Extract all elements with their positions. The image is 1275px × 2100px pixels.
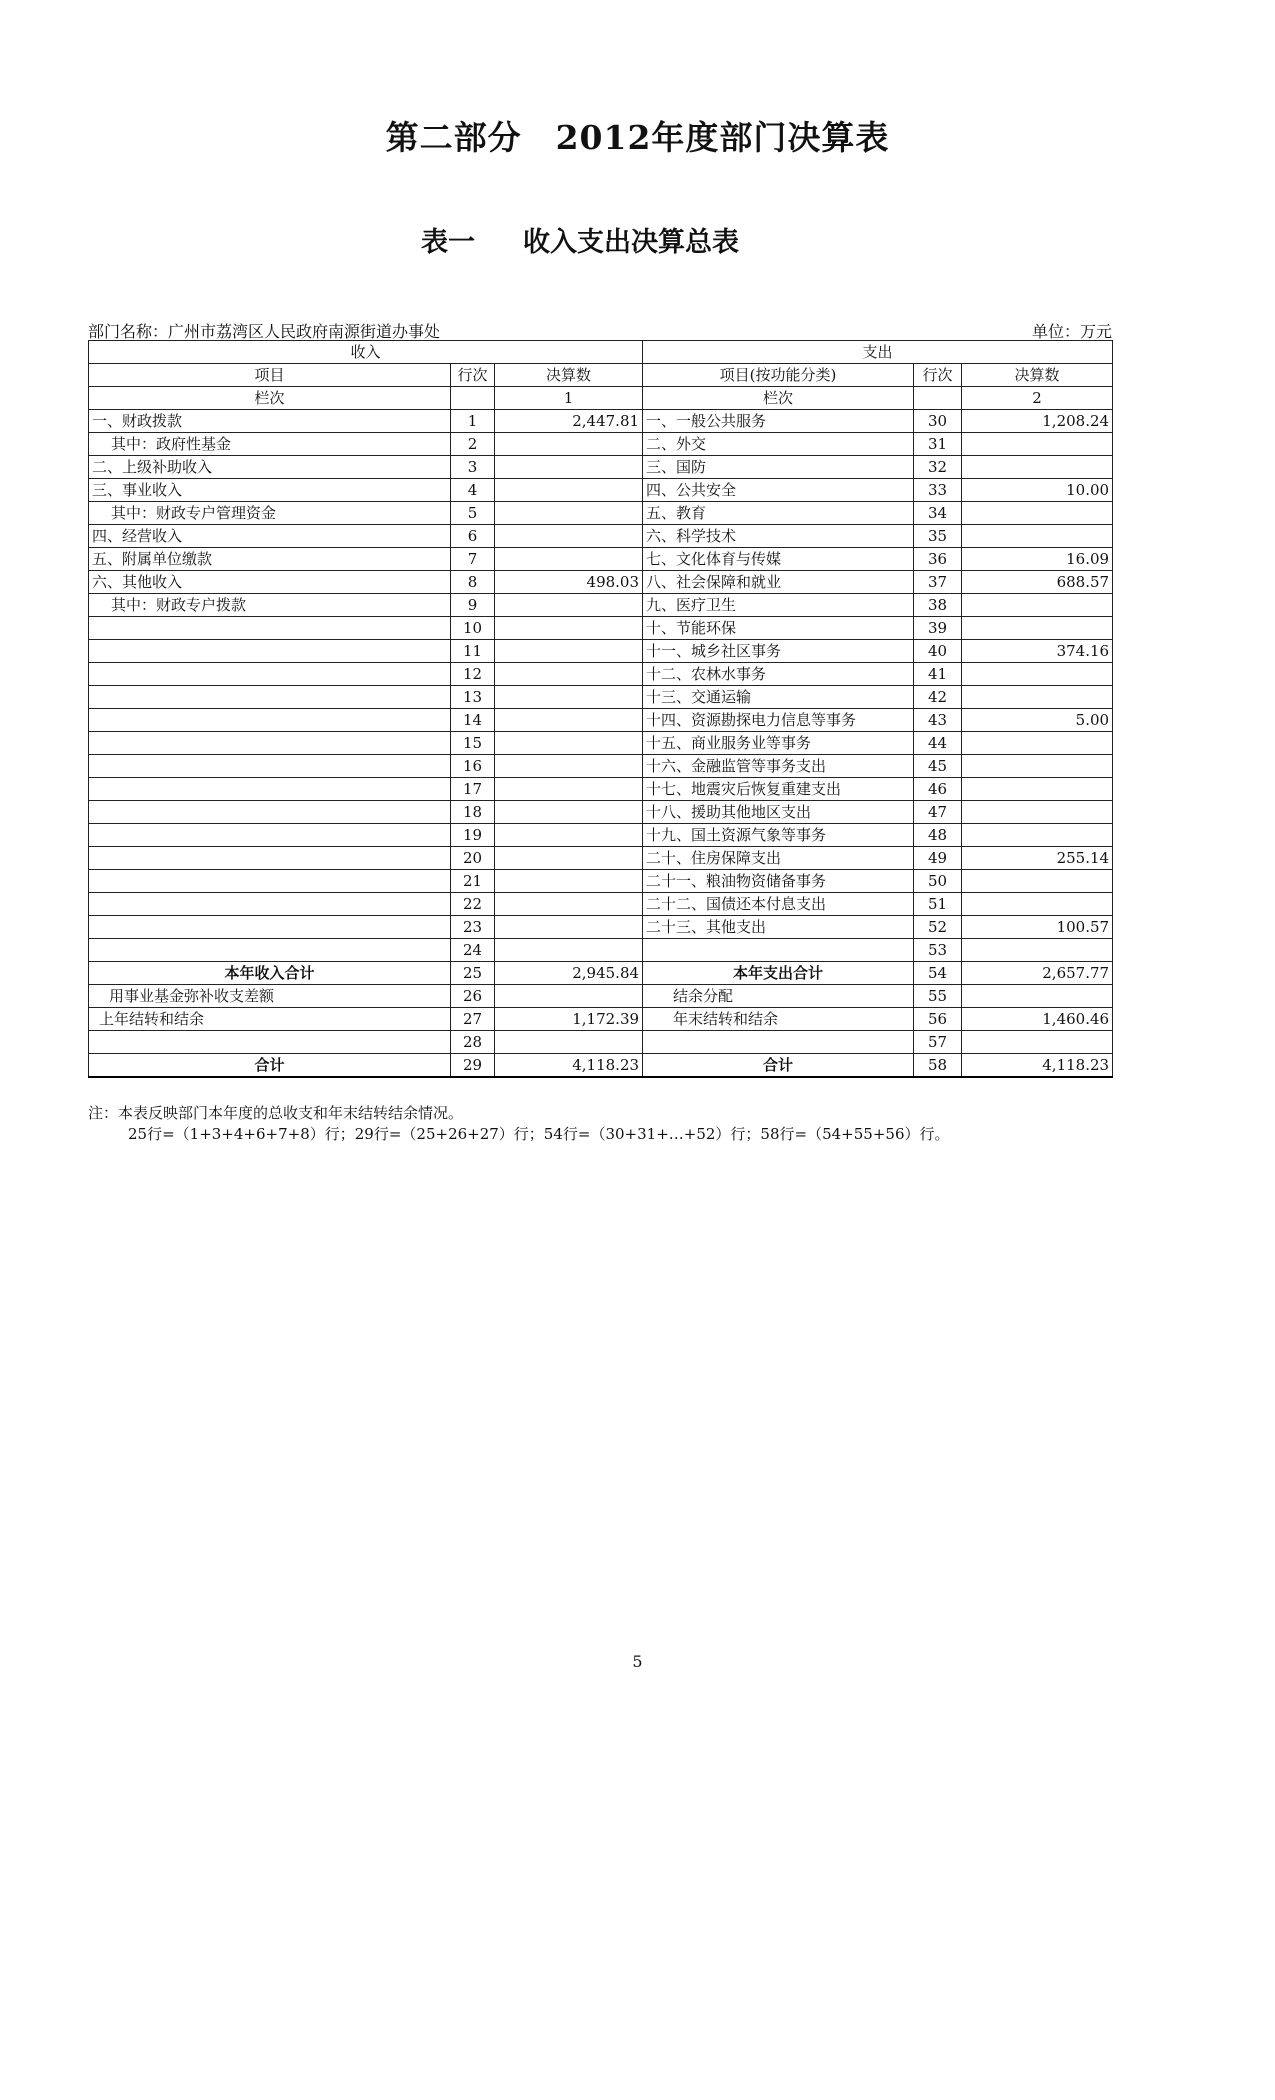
expense-item-cell: 八、社会保障和就业 bbox=[643, 571, 914, 594]
table-row bbox=[89, 617, 1113, 640]
expense-line-cell: 42 bbox=[914, 686, 962, 709]
income-item-cell: 用事业基金弥补收支差额 bbox=[89, 985, 451, 1008]
table-row bbox=[89, 824, 1113, 847]
income-amount-cell bbox=[495, 548, 643, 571]
expense-item-cell: 十九、国土资源气象等事务 bbox=[643, 824, 914, 847]
income-item-cell bbox=[89, 916, 451, 939]
income-line-cell: 26 bbox=[451, 985, 495, 1008]
income-line-cell: 22 bbox=[451, 893, 495, 916]
expense-item-cell: 十三、交通运输 bbox=[643, 686, 914, 709]
table-row bbox=[89, 640, 1113, 663]
expense-item-cell: 十八、援助其他地区支出 bbox=[643, 801, 914, 824]
expense-item-cell: 九、医疗卫生 bbox=[643, 594, 914, 617]
income-amount-cell bbox=[495, 824, 643, 847]
expense-amount-header: 决算数 bbox=[962, 364, 1113, 387]
department-label: 部门名称：广州市荔湾区人民政府南源街道办事处 bbox=[88, 322, 441, 341]
expense-amount-cell bbox=[962, 502, 1113, 525]
income-item-cell bbox=[89, 847, 451, 870]
income-line-cell: 10 bbox=[451, 617, 495, 640]
table-row bbox=[89, 1031, 1113, 1054]
income-amount-cell bbox=[495, 1031, 643, 1054]
income-amount-cell bbox=[495, 732, 643, 755]
expense-line-cell: 52 bbox=[914, 916, 962, 939]
expense-amount-cell bbox=[962, 732, 1113, 755]
expense-amount-cell: 16.09 bbox=[962, 548, 1113, 571]
income-item-cell bbox=[89, 663, 451, 686]
table-row bbox=[89, 663, 1113, 686]
expense-item-header: 项目(按功能分类) bbox=[643, 364, 914, 387]
income-line-cell: 27 bbox=[451, 1008, 495, 1031]
income-item-cell: 合计 bbox=[89, 1054, 451, 1078]
income-line-cell: 28 bbox=[451, 1031, 495, 1054]
expense-amount-cell bbox=[962, 824, 1113, 847]
expense-amount-cell bbox=[962, 778, 1113, 801]
income-item-cell bbox=[89, 801, 451, 824]
expense-item-cell: 十六、金融监管等事务支出 bbox=[643, 755, 914, 778]
table-row bbox=[89, 502, 1113, 525]
income-amount-cell: 4,118.23 bbox=[495, 1054, 643, 1078]
income-item-cell: 五、附属单位缴款 bbox=[89, 548, 451, 571]
income-amount-cell bbox=[495, 916, 643, 939]
table-meta bbox=[88, 319, 1112, 342]
income-amount-cell: 1,172.39 bbox=[495, 1008, 643, 1031]
income-line-cell: 9 bbox=[451, 594, 495, 617]
expense-item-cell: 二十、住房保障支出 bbox=[643, 847, 914, 870]
expense-line-cell: 57 bbox=[914, 1031, 962, 1054]
table-row bbox=[89, 456, 1113, 479]
expense-line-cell: 46 bbox=[914, 778, 962, 801]
expense-amount-cell bbox=[962, 456, 1113, 479]
income-item-cell: 其中：财政专户拨款 bbox=[89, 594, 451, 617]
income-line-cell: 7 bbox=[451, 548, 495, 571]
income-amount-cell bbox=[495, 433, 643, 456]
income-column-number: 1 bbox=[495, 387, 643, 410]
income-amount-cell bbox=[495, 755, 643, 778]
income-line-cell: 14 bbox=[451, 709, 495, 732]
expense-column-label: 栏次 bbox=[643, 387, 914, 410]
expense-amount-cell bbox=[962, 433, 1113, 456]
page-number: 5 bbox=[632, 1652, 643, 1671]
expense-line-cell: 45 bbox=[914, 755, 962, 778]
income-amount-cell bbox=[495, 640, 643, 663]
expense-amount-cell bbox=[962, 801, 1113, 824]
expense-amount-cell bbox=[962, 594, 1113, 617]
income-item-cell bbox=[89, 870, 451, 893]
expense-line-cell: 32 bbox=[914, 456, 962, 479]
expense-amount-cell bbox=[962, 939, 1113, 962]
income-line-cell: 8 bbox=[451, 571, 495, 594]
expense-item-cell: 十七、地震灾后恢复重建支出 bbox=[643, 778, 914, 801]
expense-item-cell: 三、国防 bbox=[643, 456, 914, 479]
income-line-cell: 11 bbox=[451, 640, 495, 663]
income-amount-cell: 498.03 bbox=[495, 571, 643, 594]
table-name: 收入支出决算总表 bbox=[523, 227, 739, 258]
note-line-1: 注：本表反映部门本年度的总收支和年末结转结余情况。 bbox=[88, 1104, 464, 1122]
expense-amount-cell: 4,118.23 bbox=[962, 1054, 1113, 1078]
expense-line-cell: 41 bbox=[914, 663, 962, 686]
expense-item-cell: 七、文化体育与传媒 bbox=[643, 548, 914, 571]
income-line-cell: 16 bbox=[451, 755, 495, 778]
income-line-cell: 6 bbox=[451, 525, 495, 548]
income-line-cell: 23 bbox=[451, 916, 495, 939]
expense-item-cell: 二十一、粮油物资储备事务 bbox=[643, 870, 914, 893]
income-item-cell bbox=[89, 732, 451, 755]
note-line-2: 25行=（1+3+4+6+7+8）行；29行=（25+26+27）行；54行=（30+31+…+52）行；58行=（54+55+56）行。 bbox=[128, 1125, 950, 1143]
income-item-cell: 本年收入合计 bbox=[89, 962, 451, 985]
table-row bbox=[89, 755, 1113, 778]
income-item-cell bbox=[89, 778, 451, 801]
income-line-cell: 18 bbox=[451, 801, 495, 824]
income-header: 收入 bbox=[89, 341, 643, 364]
income-line-cell: 20 bbox=[451, 847, 495, 870]
expense-item-cell: 二十三、其他支出 bbox=[643, 916, 914, 939]
expense-item-cell: 结余分配 bbox=[643, 985, 914, 1008]
income-line-cell: 1 bbox=[451, 410, 495, 433]
expense-item-cell: 六、科学技术 bbox=[643, 525, 914, 548]
expense-line-cell: 30 bbox=[914, 410, 962, 433]
table-row bbox=[89, 962, 1113, 985]
income-amount-cell bbox=[495, 893, 643, 916]
income-line-cell: 19 bbox=[451, 824, 495, 847]
unit-label: 单位：万元 bbox=[1031, 322, 1112, 341]
expense-line-cell: 31 bbox=[914, 433, 962, 456]
expense-item-cell: 合计 bbox=[643, 1054, 914, 1078]
expense-line-cell: 40 bbox=[914, 640, 962, 663]
expense-item-cell bbox=[643, 1031, 914, 1054]
income-line-cell: 2 bbox=[451, 433, 495, 456]
expense-amount-cell bbox=[962, 1031, 1113, 1054]
income-amount-cell bbox=[495, 778, 643, 801]
table-row bbox=[89, 916, 1113, 939]
expense-amount-cell: 1,460.46 bbox=[962, 1008, 1113, 1031]
income-line-cell: 25 bbox=[451, 962, 495, 985]
expense-item-cell: 本年支出合计 bbox=[643, 962, 914, 985]
table-row bbox=[89, 732, 1113, 755]
expense-header: 支出 bbox=[643, 341, 1113, 364]
income-item-cell: 上年结转和结余 bbox=[89, 1008, 451, 1031]
expense-item-cell: 十五、商业服务业等事务 bbox=[643, 732, 914, 755]
expense-line-cell: 56 bbox=[914, 1008, 962, 1031]
expense-item-cell: 十一、城乡社区事务 bbox=[643, 640, 914, 663]
income-item-cell bbox=[89, 893, 451, 916]
income-column-label: 栏次 bbox=[89, 387, 451, 410]
table-row bbox=[89, 985, 1113, 1008]
table-row bbox=[89, 525, 1113, 548]
expense-item-cell: 四、公共安全 bbox=[643, 479, 914, 502]
expense-item-cell: 十四、资源勘探电力信息等事务 bbox=[643, 709, 914, 732]
table-notes bbox=[88, 1103, 1118, 1145]
income-amount-cell bbox=[495, 985, 643, 1008]
table-row bbox=[89, 571, 1113, 594]
income-item-cell bbox=[89, 617, 451, 640]
income-amount-cell bbox=[495, 709, 643, 732]
page-title: 第二部分 2012年度部门决算表 bbox=[385, 118, 890, 157]
expense-item-cell: 五、教育 bbox=[643, 502, 914, 525]
expense-item-cell bbox=[643, 939, 914, 962]
income-amount-cell: 2,945.84 bbox=[495, 962, 643, 985]
expense-line-cell: 39 bbox=[914, 617, 962, 640]
expense-amount-cell bbox=[962, 617, 1113, 640]
income-amount-cell bbox=[495, 939, 643, 962]
table-row bbox=[89, 939, 1113, 962]
expense-line-cell: 58 bbox=[914, 1054, 962, 1078]
expense-amount-cell: 2,657.77 bbox=[962, 962, 1113, 985]
expense-amount-cell bbox=[962, 755, 1113, 778]
expense-line-cell: 47 bbox=[914, 801, 962, 824]
income-item-cell bbox=[89, 640, 451, 663]
income-line-cell: 17 bbox=[451, 778, 495, 801]
income-amount-cell bbox=[495, 594, 643, 617]
expense-amount-cell: 374.16 bbox=[962, 640, 1113, 663]
budget-table-wrapper bbox=[88, 340, 1112, 1078]
income-line-cell: 12 bbox=[451, 663, 495, 686]
income-amount-cell bbox=[495, 502, 643, 525]
income-line-cell: 13 bbox=[451, 686, 495, 709]
expense-column-number: 2 bbox=[962, 387, 1113, 410]
expense-item-cell: 年末结转和结余 bbox=[643, 1008, 914, 1031]
income-amount-cell bbox=[495, 801, 643, 824]
expense-amount-cell: 1,208.24 bbox=[962, 410, 1113, 433]
income-line-cell: 29 bbox=[451, 1054, 495, 1078]
expense-item-cell: 十二、农林水事务 bbox=[643, 663, 914, 686]
income-item-cell: 四、经营收入 bbox=[89, 525, 451, 548]
income-amount-cell bbox=[495, 663, 643, 686]
income-item-cell bbox=[89, 686, 451, 709]
income-item-cell: 其中：财政专户管理资金 bbox=[89, 502, 451, 525]
table-row bbox=[89, 709, 1113, 732]
expense-line-cell: 53 bbox=[914, 939, 962, 962]
table-row bbox=[89, 778, 1113, 801]
expense-amount-cell: 10.00 bbox=[962, 479, 1113, 502]
table-row bbox=[89, 410, 1113, 433]
income-amount-cell bbox=[495, 870, 643, 893]
income-amount-cell bbox=[495, 847, 643, 870]
expense-line-cell: 34 bbox=[914, 502, 962, 525]
table-row bbox=[89, 801, 1113, 824]
expense-line-cell: 51 bbox=[914, 893, 962, 916]
expense-line-cell: 55 bbox=[914, 985, 962, 1008]
expense-amount-cell bbox=[962, 870, 1113, 893]
table-row bbox=[89, 433, 1113, 456]
income-amount-cell: 2,447.81 bbox=[495, 410, 643, 433]
income-item-cell bbox=[89, 939, 451, 962]
income-amount-cell bbox=[495, 686, 643, 709]
table-title bbox=[0, 220, 1160, 259]
expense-amount-cell: 255.14 bbox=[962, 847, 1113, 870]
table-row bbox=[89, 479, 1113, 502]
expense-line-cell: 35 bbox=[914, 525, 962, 548]
income-amount-cell bbox=[495, 525, 643, 548]
income-item-cell bbox=[89, 755, 451, 778]
expense-item-cell: 二、外交 bbox=[643, 433, 914, 456]
table-row bbox=[89, 1054, 1113, 1078]
income-item-cell: 六、其他收入 bbox=[89, 571, 451, 594]
table-row bbox=[89, 893, 1113, 916]
income-line-cell: 21 bbox=[451, 870, 495, 893]
expense-amount-cell: 100.57 bbox=[962, 916, 1113, 939]
expense-item-cell: 二十二、国债还本付息支出 bbox=[643, 893, 914, 916]
table-row bbox=[89, 847, 1113, 870]
expense-amount-cell bbox=[962, 525, 1113, 548]
expense-line-cell: 43 bbox=[914, 709, 962, 732]
expense-amount-cell bbox=[962, 893, 1113, 916]
income-item-cell: 一、财政拨款 bbox=[89, 410, 451, 433]
expense-amount-cell bbox=[962, 686, 1113, 709]
budget-table bbox=[88, 340, 1113, 1078]
expense-line-cell: 54 bbox=[914, 962, 962, 985]
income-line-cell: 4 bbox=[451, 479, 495, 502]
income-item-cell: 其中：政府性基金 bbox=[89, 433, 451, 456]
income-line-cell: 15 bbox=[451, 732, 495, 755]
income-column-blank bbox=[451, 387, 495, 410]
income-line-cell: 3 bbox=[451, 456, 495, 479]
income-item-cell: 三、事业收入 bbox=[89, 479, 451, 502]
expense-line-cell: 36 bbox=[914, 548, 962, 571]
expense-amount-cell bbox=[962, 985, 1113, 1008]
expense-item-cell: 一、一般公共服务 bbox=[643, 410, 914, 433]
income-item-cell bbox=[89, 824, 451, 847]
income-amount-cell bbox=[495, 479, 643, 502]
expense-line-cell: 38 bbox=[914, 594, 962, 617]
table-body bbox=[89, 410, 1113, 1078]
income-line-header: 行次 bbox=[451, 364, 495, 387]
table-row bbox=[89, 1008, 1113, 1031]
expense-item-cell: 十、节能环保 bbox=[643, 617, 914, 640]
expense-line-cell: 49 bbox=[914, 847, 962, 870]
expense-line-cell: 44 bbox=[914, 732, 962, 755]
expense-line-cell: 37 bbox=[914, 571, 962, 594]
expense-amount-cell bbox=[962, 663, 1113, 686]
income-item-header: 项目 bbox=[89, 364, 451, 387]
table-row bbox=[89, 870, 1113, 893]
table-row bbox=[89, 548, 1113, 571]
expense-line-cell: 48 bbox=[914, 824, 962, 847]
income-item-cell bbox=[89, 1031, 451, 1054]
income-item-cell bbox=[89, 709, 451, 732]
income-amount-cell bbox=[495, 456, 643, 479]
income-amount-cell bbox=[495, 617, 643, 640]
income-item-cell: 二、上级补助收入 bbox=[89, 456, 451, 479]
table-number: 表一 bbox=[421, 227, 475, 258]
expense-line-header: 行次 bbox=[914, 364, 962, 387]
table-row bbox=[89, 594, 1113, 617]
expense-amount-cell: 5.00 bbox=[962, 709, 1113, 732]
table-row bbox=[89, 686, 1113, 709]
expense-line-cell: 33 bbox=[914, 479, 962, 502]
expense-amount-cell: 688.57 bbox=[962, 571, 1113, 594]
income-line-cell: 24 bbox=[451, 939, 495, 962]
income-amount-header: 决算数 bbox=[495, 364, 643, 387]
expense-line-cell: 50 bbox=[914, 870, 962, 893]
expense-column-blank bbox=[914, 387, 962, 410]
income-line-cell: 5 bbox=[451, 502, 495, 525]
